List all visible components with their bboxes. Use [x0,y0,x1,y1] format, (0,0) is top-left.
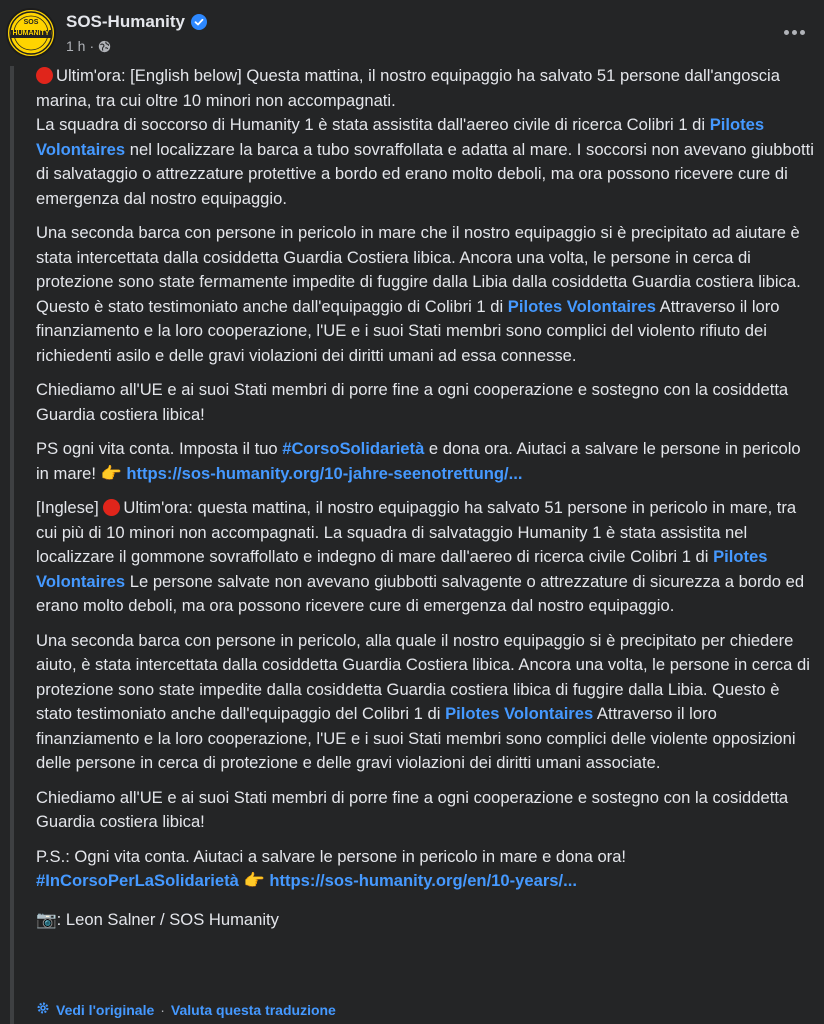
page-name[interactable] [66,12,207,32]
pilotes-volontaires-link[interactable]: Pilotes Volontaires [36,547,768,591]
hashtag-corso-solidarieta[interactable]: #CorsoSolidarietà [282,439,425,458]
avatar-text-main: HUMANITY [12,30,50,37]
p1-text-a: Ultim'ora: [English below] Questa mattina, il nostro equipaggio ha salvato 51 persone dall'angoscia marina, tra cui oltre 10 minori non accompagnati. [36,66,780,110]
more-options-icon [784,30,789,35]
verified-badge-icon [191,14,207,30]
more-options-dot [792,30,797,35]
p2-text-b: Attraverso il loro finanziamento e la loro cooperazione, l'UE e i suoi Stati membri sono complici del violento rifiuto dei richiedenti asilo e delle gravi violazioni dei diritti umani ad essa connesse. [36,296,780,365]
globe-icon[interactable] [98,40,111,53]
post-body [36,64,816,942]
see-original-link[interactable]: Vedi l'originale [56,1001,155,1018]
camera-icon: 📷 [36,909,57,929]
paragraph-8 [36,845,816,894]
p1-text-c: nel localizzare la barca a tubo sovraffollata e adatta al mare. I soccorsi non avevano giubbotti di salvataggio o attrezzature protettive a bordo ed erano molto deboli, ma ora possono ricevere cure di emergenza dal nostro equipaggio. [36,139,814,208]
pointing-hand-icon: 👉 [243,871,265,890]
paragraph-2 [36,221,816,368]
post-header [0,0,824,62]
post-meta [66,38,111,54]
paragraph-6 [36,629,816,776]
translation-footer [36,1001,336,1018]
avatar-text-top: SOS [23,19,39,26]
p2-text-a: Una seconda barca con persone in pericolo in mare che il nostro equipaggio si è precipitato ad aiutare è stata intercettata dalla cosiddetta Guardia Costiera libica. Ancora una volta, le persone in cerca di protezione sono state fermamente impedite di fuggire dalla Libia dalla cosiddetta Guardia costiera libica. Questo è stato testimoniato anche dall'equipaggio di Colibri 1 di [36,223,801,316]
avatar[interactable] [6,8,56,58]
p5-text-c: Le persone salvate non avevano giubbotti salvagente o attrezzature di sicurezza a bordo ed erano molto deboli, ma ora possono ricevere cure di emergenza dal nostro equipaggio. [36,571,805,615]
more-options-button[interactable] [776,18,812,46]
donation-link-en[interactable]: https://sos-humanity.org/en/10-years/... [269,871,577,890]
red-circle-icon [36,67,53,84]
paragraph-4 [36,437,816,486]
more-options-dot [800,30,805,35]
p4-text-b: e dona ora. Aiutaci a salvare le persone in pericolo in mare! [36,439,801,483]
p6-text-b: Attraverso il loro finanziamento e la loro cooperazione, l'UE e i suoi Stati membri sono complici delle violente opposizioni delle persone in cerca di protezione e delle gravi violazioni dei diritti umani associate. [36,704,796,772]
pointing-hand-icon: 👉 [100,463,122,483]
gear-icon [36,1001,50,1018]
translation-quote-bar [10,66,14,1024]
paragraph-1 [36,64,816,211]
pilotes-volontaires-link[interactable]: Pilotes Volontaires [36,115,765,159]
red-circle-icon [103,499,120,516]
rate-translation-link[interactable]: Valuta questa traduzione [170,1001,336,1018]
p8-text-a: P.S.: Ogni vita conta. Aiutaci a salvare le persone in pericolo in mare e dona ora! [36,846,627,866]
credit-text: : Leon Salner / SOS Humanity [56,909,279,929]
paragraph-7: Chiediamo all'UE e ai suoi Stati membri di porre fine a ogni cooperazione e sostegno con la cosiddetta Guardia costiera libica! [36,787,789,831]
p1-text-b: La squadra di soccorso di Humanity 1 è stata assistita dall'aereo civile di ricerca Colibri 1 di [36,115,710,134]
p5-text-a: [Inglese] [36,498,104,517]
hashtag-in-corso-per-la-solidarieta[interactable]: #InCorsoPerLaSolidarietà [36,871,239,890]
p6-text-a: Una seconda barca con persone in pericolo, alla quale il nostro equipaggio si è precipitato per chiedere aiuto, è stata intercettata dalla cosiddetta Guardia Costiera libica. Ancora una volta, le persone in cerca di protezione sono state impedite dalla cosiddetta Guardia costiera libica di fuggire dalla Libia. Questo è stato testimoniato anche dall'equipaggio del Colibri 1 di [36,630,810,723]
page-name-text[interactable]: SOS-Humanity [66,12,186,31]
pilotes-volontaires-link[interactable]: Pilotes Volontaires [507,296,656,316]
paragraph-5 [36,496,816,619]
photo-credit [36,908,816,933]
pilotes-volontaires-link[interactable]: Pilotes Volontaires [445,704,594,723]
p5-text-b: Ultim'ora: questa mattina, il nostro equipaggio ha salvato 51 persone in pericolo in mare, tra cui più di 10 minori non accompagnati. La squadra di salvataggio Humanity 1 è stata assistita nel localizzare il gommone sovraffollato e indegno di mare dall'aereo di ricerca civile Colibri 1 di [36,498,797,566]
meta-separator: · [89,38,95,54]
footer-separator: · [160,1001,165,1018]
timestamp[interactable]: 1 h [66,38,86,54]
paragraph-3: Chiediamo all'UE e ai suoi Stati membri di porre fine a ogni cooperazione e sostegno con la cosiddetta Guardia costiera libica! [36,380,789,424]
donation-link-de[interactable]: https://sos-humanity.org/10-jahre-seenotrettung/... [126,463,523,483]
p4-text-a: PS ogni vita conta. Imposta il tuo [36,439,283,458]
